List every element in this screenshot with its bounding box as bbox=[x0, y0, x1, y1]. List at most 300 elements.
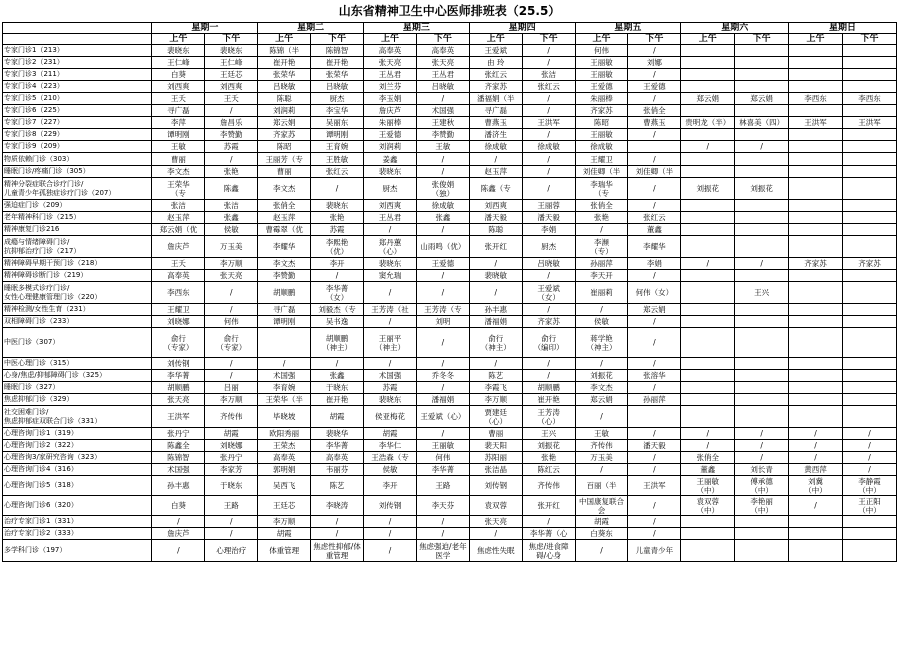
schedule-cell: 徐成敏 bbox=[575, 141, 628, 153]
schedule-cell: 李娟 bbox=[628, 258, 681, 270]
schedule-cell bbox=[735, 81, 789, 93]
schedule-cell: / bbox=[575, 224, 628, 236]
schedule-cell bbox=[735, 129, 789, 141]
schedule-cell: / bbox=[628, 464, 681, 476]
schedule-cell: 曹燕玉 bbox=[628, 117, 681, 129]
schedule-cell bbox=[735, 528, 789, 540]
schedule-cell: 潘天毅 bbox=[628, 440, 681, 452]
pm-header: 下午 bbox=[843, 34, 897, 45]
schedule-cell: 王夭 bbox=[152, 258, 205, 270]
schedule-cell: 刘西爽 bbox=[152, 81, 205, 93]
schedule-cell: 陈鑫全 bbox=[152, 440, 205, 452]
schedule-cell bbox=[681, 270, 735, 282]
schedule-cell: 王丽敏 bbox=[575, 129, 628, 141]
schedule-cell: 赵玉萍 bbox=[469, 166, 522, 178]
schedule-cell bbox=[789, 200, 843, 212]
schedule-cell bbox=[258, 328, 311, 358]
schedule-cell: / bbox=[522, 516, 575, 528]
schedule-cell: / bbox=[789, 452, 843, 464]
schedule-cell bbox=[735, 166, 789, 178]
schedule-cell: 李万顺 bbox=[205, 394, 258, 406]
table-row bbox=[3, 141, 897, 153]
schedule-cell bbox=[681, 540, 735, 562]
schedule-cell: / bbox=[416, 93, 469, 105]
schedule-cell bbox=[789, 141, 843, 153]
schedule-cell bbox=[681, 328, 735, 358]
schedule-cell: 陈艺 bbox=[311, 476, 364, 496]
table-row bbox=[3, 57, 897, 69]
schedule-cell: / bbox=[522, 105, 575, 117]
schedule-cell: 胡顺鹏 bbox=[152, 382, 205, 394]
schedule-cell bbox=[843, 328, 897, 358]
schedule-cell: 曹燕玉 bbox=[469, 117, 522, 129]
schedule-cell: 寻广磊 bbox=[469, 105, 522, 117]
schedule-cell: 王胜敏 bbox=[311, 153, 364, 166]
clinic-name: 精神障碍早期干预门诊（218） bbox=[3, 258, 152, 270]
schedule-cell: / bbox=[364, 224, 417, 236]
schedule-cell: / bbox=[205, 304, 258, 316]
clinic-name: 心理咨询门诊5（318） bbox=[3, 476, 152, 496]
schedule-cell: 朱丽棒 bbox=[364, 117, 417, 129]
schedule-cell: 由 玲 bbox=[469, 57, 522, 69]
schedule-cell bbox=[735, 304, 789, 316]
schedule-cell: 王荣华（半 bbox=[258, 394, 311, 406]
am-header: 上午 bbox=[681, 34, 735, 45]
schedule-cell: 王洪军 bbox=[628, 476, 681, 496]
schedule-cell: 裴晓华 bbox=[311, 428, 364, 440]
schedule-cell bbox=[735, 406, 789, 428]
clinic-name: 心身/焦虑/抑郁障碍门诊（325） bbox=[3, 370, 152, 382]
clinic-name: 专家门诊9（209） bbox=[3, 141, 152, 153]
schedule-cell: 白葵 bbox=[152, 69, 205, 81]
schedule-cell: 中国康复联合会 bbox=[575, 496, 628, 516]
schedule-cell: 张俊娟 （独） bbox=[416, 178, 469, 200]
clinic-name: 专家门诊8（229） bbox=[3, 129, 152, 141]
schedule-cell: 张艳 bbox=[575, 212, 628, 224]
schedule-cell: 张红云 bbox=[522, 81, 575, 93]
schedule-cell: 潘天毅 bbox=[469, 212, 522, 224]
schedule-cell: 崔开艳 bbox=[258, 57, 311, 69]
schedule-cell bbox=[681, 406, 735, 428]
schedule-cell bbox=[735, 212, 789, 224]
schedule-cell: 张天亮 bbox=[152, 394, 205, 406]
schedule-cell: 胡霞 bbox=[258, 528, 311, 540]
schedule-cell: 潘天毅 bbox=[522, 212, 575, 224]
schedule-cell: 胡顺鹏 （神主） bbox=[311, 328, 364, 358]
schedule-cell bbox=[735, 270, 789, 282]
am-header: 上午 bbox=[364, 34, 417, 45]
schedule-cell: 王洪军 bbox=[789, 117, 843, 129]
table-row bbox=[3, 45, 897, 57]
schedule-cell: 王育婉 bbox=[311, 141, 364, 153]
schedule-cell: / bbox=[681, 440, 735, 452]
schedule-cell: / bbox=[311, 516, 364, 528]
schedule-cell: 朱丽棒 bbox=[575, 93, 628, 105]
schedule-cell: / bbox=[522, 304, 575, 316]
day-header: 星期二 bbox=[258, 23, 364, 34]
schedule-cell: / bbox=[735, 258, 789, 270]
schedule-cell: / bbox=[416, 224, 469, 236]
schedule-cell: 毕晓坡 bbox=[258, 406, 311, 428]
day-header: 星期六 bbox=[681, 23, 789, 34]
table-row bbox=[3, 258, 897, 270]
schedule-cell bbox=[843, 370, 897, 382]
table-row bbox=[3, 117, 897, 129]
schedule-cell: 王丽平 （神主） bbox=[364, 328, 417, 358]
schedule-cell: 王耀卫 bbox=[152, 304, 205, 316]
schedule-cell bbox=[681, 304, 735, 316]
schedule-cell: 李西东 bbox=[152, 282, 205, 304]
schedule-cell bbox=[789, 57, 843, 69]
schedule-cell bbox=[843, 394, 897, 406]
clinic-name: 中医心理门诊（315） bbox=[3, 358, 152, 370]
schedule-cell: / bbox=[628, 69, 681, 81]
schedule-cell bbox=[789, 129, 843, 141]
schedule-cell: 孙丽萍 bbox=[575, 258, 628, 270]
schedule-cell: 俞行 （编印） bbox=[522, 328, 575, 358]
schedule-cell: 陈聪 bbox=[258, 93, 311, 105]
schedule-cell: / bbox=[311, 270, 364, 282]
schedule-cell: 侯敏 bbox=[364, 464, 417, 476]
schedule-cell: 郑云娟 bbox=[735, 93, 789, 105]
schedule-cell bbox=[843, 528, 897, 540]
schedule-cell: 赵玉萍 bbox=[258, 212, 311, 224]
schedule-cell: 陈艺 bbox=[469, 370, 522, 382]
schedule-cell bbox=[843, 178, 897, 200]
schedule-cell bbox=[735, 105, 789, 117]
clinic-name: 睡眠门诊（327） bbox=[3, 382, 152, 394]
schedule-cell: 贾建廷 （心） bbox=[469, 406, 522, 428]
schedule-cell: 崔开艳 bbox=[311, 394, 364, 406]
schedule-cell: 裴晓东 bbox=[152, 45, 205, 57]
schedule-cell: 刘润莉 bbox=[258, 105, 311, 117]
schedule-cell bbox=[843, 105, 897, 117]
clinic-name: 多学科门诊（197） bbox=[3, 540, 152, 562]
schedule-cell: 胡霞 bbox=[205, 428, 258, 440]
schedule-cell: 崔开艳 bbox=[311, 57, 364, 69]
schedule-cell: 李熙艳 （优） bbox=[311, 236, 364, 258]
schedule-cell: / bbox=[575, 406, 628, 428]
table-row bbox=[3, 304, 897, 316]
schedule-cell: 陈红云 bbox=[522, 464, 575, 476]
schedule-cell: 王丽芳（专 bbox=[258, 153, 311, 166]
schedule-cell bbox=[843, 282, 897, 304]
clinic-name: 专家门诊6（225） bbox=[3, 105, 152, 117]
schedule-cell: 张鑫 bbox=[311, 370, 364, 382]
schedule-cell: / bbox=[575, 540, 628, 562]
schedule-cell: 黄西萍 bbox=[789, 464, 843, 476]
schedule-cell: 白葵东 bbox=[575, 528, 628, 540]
schedule-cell bbox=[789, 358, 843, 370]
clinic-name: 老年精神科门诊（215） bbox=[3, 212, 152, 224]
schedule-cell: 王浩森（专 bbox=[364, 452, 417, 464]
schedule-cell: / bbox=[681, 141, 735, 153]
schedule-cell: 李赞勤 bbox=[258, 270, 311, 282]
schedule-cell: 郭明娟 bbox=[258, 464, 311, 476]
schedule-cell: 王爱斌 （女） bbox=[522, 282, 575, 304]
schedule-cell: / bbox=[364, 316, 417, 328]
schedule-cell: 孙丽萍 bbox=[628, 394, 681, 406]
schedule-cell bbox=[789, 81, 843, 93]
clinic-name: 强迫症门诊（209） bbox=[3, 200, 152, 212]
schedule-cell: 俞行 （专家） bbox=[152, 328, 205, 358]
schedule-cell: 张荣华 bbox=[258, 69, 311, 81]
schedule-cell: / bbox=[628, 178, 681, 200]
schedule-cell: 张天亮 bbox=[416, 57, 469, 69]
schedule-cell: / bbox=[469, 153, 522, 166]
schedule-cell bbox=[843, 236, 897, 258]
schedule-cell bbox=[843, 316, 897, 328]
schedule-cell: 贵明龙（半） bbox=[681, 117, 735, 129]
clinic-name: 治疗专家门诊1（331） bbox=[3, 516, 152, 528]
table-row bbox=[3, 178, 897, 200]
schedule-cell: 李华仁 bbox=[364, 440, 417, 452]
schedule-cell: / bbox=[364, 528, 417, 540]
schedule-cell bbox=[789, 45, 843, 57]
schedule-cell: 李文杰 bbox=[258, 178, 311, 200]
schedule-cell bbox=[789, 316, 843, 328]
schedule-cell: 何伟（女） bbox=[628, 282, 681, 304]
schedule-cell: 欧阳秀丽 bbox=[258, 428, 311, 440]
table-row bbox=[3, 224, 897, 236]
schedule-cell: 李文杰 bbox=[152, 166, 205, 178]
schedule-cell: / bbox=[416, 328, 469, 358]
schedule-cell bbox=[843, 212, 897, 224]
schedule-cell: 李瑞华 （专 bbox=[575, 178, 628, 200]
schedule-cell: 王敏 bbox=[152, 141, 205, 153]
schedule-cell: 刘长青 bbox=[735, 464, 789, 476]
pm-header: 下午 bbox=[628, 34, 681, 45]
schedule-cell: / bbox=[205, 153, 258, 166]
schedule-cell: 术国强 bbox=[152, 464, 205, 476]
day-header: 星期日 bbox=[789, 23, 897, 34]
schedule-cell: 齐家苏 bbox=[789, 258, 843, 270]
schedule-cell: 董鑫 bbox=[681, 464, 735, 476]
schedule-cell bbox=[843, 270, 897, 282]
schedule-cell: / bbox=[205, 282, 258, 304]
schedule-cell: / bbox=[416, 528, 469, 540]
schedule-cell: / bbox=[311, 178, 364, 200]
schedule-cell: 张艳 bbox=[522, 452, 575, 464]
clinic-name: 专家门诊3（211） bbox=[3, 69, 152, 81]
schedule-cell bbox=[681, 153, 735, 166]
schedule-cell: 刘振花 bbox=[575, 370, 628, 382]
schedule-cell: 陈昭 bbox=[575, 117, 628, 129]
schedule-cell: 苏霞 bbox=[311, 224, 364, 236]
clinic-name: 社交困难门诊/ 焦虑抑郁症双联合门诊（331） bbox=[3, 406, 152, 428]
schedule-cell bbox=[735, 516, 789, 528]
table-row bbox=[3, 452, 897, 464]
schedule-cell: / bbox=[843, 464, 897, 476]
schedule-cell bbox=[735, 394, 789, 406]
schedule-cell: / bbox=[205, 105, 258, 117]
table-row bbox=[3, 476, 897, 496]
schedule-cell: 心理治疗 bbox=[205, 540, 258, 562]
schedule-cell: 李西东 bbox=[789, 93, 843, 105]
schedule-cell: / bbox=[522, 370, 575, 382]
schedule-cell: / bbox=[205, 358, 258, 370]
schedule-cell: 王敏 bbox=[416, 141, 469, 153]
schedule-cell: / bbox=[469, 358, 522, 370]
schedule-cell: 王夭 bbox=[152, 93, 205, 105]
header-corner bbox=[3, 23, 152, 34]
schedule-cell: 李萍 bbox=[152, 117, 205, 129]
schedule-cell: 刘娜 bbox=[628, 57, 681, 69]
schedule-cell: 王丛君 bbox=[364, 212, 417, 224]
schedule-cell bbox=[843, 129, 897, 141]
schedule-cell bbox=[628, 141, 681, 153]
schedule-cell: 陈昭 bbox=[258, 141, 311, 153]
pm-header: 下午 bbox=[416, 34, 469, 45]
schedule-cell: 王爱德 bbox=[575, 81, 628, 93]
schedule-cell: / bbox=[416, 382, 469, 394]
am-header: 上午 bbox=[258, 34, 311, 45]
clinic-name: 专家门诊5（210） bbox=[3, 93, 152, 105]
schedule-cell: 傅承德 （中） bbox=[735, 476, 789, 496]
schedule-cell: 乔冬冬 bbox=[416, 370, 469, 382]
schedule-cell: 李开 bbox=[364, 476, 417, 496]
schedule-cell bbox=[789, 394, 843, 406]
schedule-cell: 高奉英 bbox=[364, 45, 417, 57]
schedule-cell: 陈鑫 bbox=[205, 178, 258, 200]
table-row bbox=[3, 93, 897, 105]
schedule-cell: 齐家苏 bbox=[575, 105, 628, 117]
schedule-cell: 王丽敏 （中） bbox=[681, 476, 735, 496]
table-row bbox=[3, 394, 897, 406]
schedule-cell: 于晓东 bbox=[311, 382, 364, 394]
schedule-cell: 高奉英 bbox=[258, 452, 311, 464]
schedule-cell: 姜鑫 bbox=[364, 153, 417, 166]
schedule-cell: / bbox=[205, 528, 258, 540]
schedule-cell: 张红云 bbox=[628, 212, 681, 224]
schedule-cell: 刘西爽 bbox=[364, 200, 417, 212]
schedule-cell: 张俏全 bbox=[575, 200, 628, 212]
schedule-cell: 胡顺鹏 bbox=[258, 282, 311, 304]
schedule-cell: 王丽敏 bbox=[575, 69, 628, 81]
table-row bbox=[3, 428, 897, 440]
schedule-cell: 张丹宁 bbox=[152, 428, 205, 440]
schedule-cell: 王仁峰 bbox=[152, 57, 205, 69]
schedule-cell: 王爱斌（心） bbox=[416, 406, 469, 428]
clinic-name: 专家门诊1（213） bbox=[3, 45, 152, 57]
schedule-cell: 焦虑/进食障碍/心身 bbox=[522, 540, 575, 562]
clinic-name: 精神检测/女性生育（231） bbox=[3, 304, 152, 316]
schedule-cell: / bbox=[522, 358, 575, 370]
schedule-cell: / bbox=[416, 358, 469, 370]
schedule-cell: 高奉英 bbox=[152, 270, 205, 282]
schedule-cell: 裴晓东 bbox=[364, 394, 417, 406]
schedule-cell: 高奉英 bbox=[416, 45, 469, 57]
schedule-cell: / bbox=[364, 282, 417, 304]
schedule-cell: / bbox=[364, 516, 417, 528]
schedule-cell: 术国强 bbox=[416, 105, 469, 117]
schedule-cell: 侯敏 bbox=[575, 316, 628, 328]
schedule-cell bbox=[681, 358, 735, 370]
schedule-cell: 王洪军 bbox=[522, 117, 575, 129]
schedule-table bbox=[2, 22, 897, 562]
schedule-cell: 刘西爽 bbox=[205, 81, 258, 93]
schedule-cell: / bbox=[205, 370, 258, 382]
schedule-cell: 潘福娟 bbox=[416, 394, 469, 406]
table-row bbox=[3, 81, 897, 93]
schedule-cell bbox=[789, 304, 843, 316]
schedule-cell: 李万顺 bbox=[205, 258, 258, 270]
schedule-cell bbox=[843, 141, 897, 153]
schedule-cell: / bbox=[681, 258, 735, 270]
schedule-cell bbox=[735, 236, 789, 258]
table-row bbox=[3, 358, 897, 370]
schedule-cell bbox=[681, 394, 735, 406]
schedule-cell: 李艳丽 （中） bbox=[735, 496, 789, 516]
clinic-name: 睡眠多模式诊疗门诊/ 女性心理健康管理门诊（220） bbox=[3, 282, 152, 304]
schedule-cell: 王丽敏 bbox=[575, 57, 628, 69]
table-row bbox=[3, 200, 897, 212]
schedule-cell: 山雨鸣（优） bbox=[416, 236, 469, 258]
schedule-cell bbox=[735, 358, 789, 370]
schedule-cell: / bbox=[575, 304, 628, 316]
schedule-cell: 张红云 bbox=[311, 166, 364, 178]
schedule-cell: 潘济生 bbox=[469, 129, 522, 141]
schedule-cell: 王兴 bbox=[735, 282, 789, 304]
schedule-cell bbox=[843, 69, 897, 81]
schedule-cell: / bbox=[628, 200, 681, 212]
schedule-cell: 潘福娟（半 bbox=[469, 93, 522, 105]
schedule-cell: 王廷芯 bbox=[205, 69, 258, 81]
schedule-cell: 厨杰 bbox=[311, 93, 364, 105]
schedule-cell: 袁双蓉 bbox=[469, 496, 522, 516]
table-row bbox=[3, 212, 897, 224]
schedule-cell: 李家芳 bbox=[205, 464, 258, 476]
schedule-cell: / bbox=[205, 516, 258, 528]
schedule-cell: / bbox=[575, 464, 628, 476]
pm-header: 下午 bbox=[735, 34, 789, 45]
table-row bbox=[3, 69, 897, 81]
schedule-cell: 齐传伟 bbox=[575, 440, 628, 452]
schedule-cell: 谭明刚 bbox=[152, 129, 205, 141]
schedule-cell: / bbox=[522, 93, 575, 105]
schedule-cell: 齐家苏 bbox=[522, 316, 575, 328]
schedule-cell: / bbox=[735, 428, 789, 440]
schedule-cell: 裴晓东 bbox=[364, 258, 417, 270]
schedule-cell: 王洪军 bbox=[843, 117, 897, 129]
schedule-cell: 韦丽芬 bbox=[311, 464, 364, 476]
clinic-name: 心理咨询3/家研究咨询（323） bbox=[3, 452, 152, 464]
schedule-cell: 王洪军 bbox=[152, 406, 205, 428]
schedule-cell: 王丛君 bbox=[364, 69, 417, 81]
day-header: 星期一 bbox=[152, 23, 258, 34]
schedule-cell: 吕晓敏 bbox=[416, 81, 469, 93]
schedule-cell: / bbox=[469, 258, 522, 270]
schedule-cell: 王爱德 bbox=[416, 258, 469, 270]
schedule-cell bbox=[789, 105, 843, 117]
schedule-cell: 术国强 bbox=[364, 370, 417, 382]
schedule-cell: 李华菁（心 bbox=[522, 528, 575, 540]
schedule-cell bbox=[789, 166, 843, 178]
schedule-cell: / bbox=[522, 57, 575, 69]
schedule-cell bbox=[735, 200, 789, 212]
schedule-cell: 李文杰 bbox=[575, 382, 628, 394]
schedule-cell: 吕晓敏 bbox=[311, 81, 364, 93]
schedule-cell: / bbox=[522, 153, 575, 166]
pm-header: 下午 bbox=[205, 34, 258, 45]
schedule-cell: 郑云娟 bbox=[258, 117, 311, 129]
schedule-cell: 李赞勤 bbox=[205, 129, 258, 141]
schedule-cell bbox=[843, 382, 897, 394]
day-header: 星期四 bbox=[469, 23, 575, 34]
schedule-cell: 术国强 bbox=[258, 370, 311, 382]
schedule-cell: 詹庆芦 bbox=[152, 236, 205, 258]
schedule-cell: 吴西飞 bbox=[258, 476, 311, 496]
